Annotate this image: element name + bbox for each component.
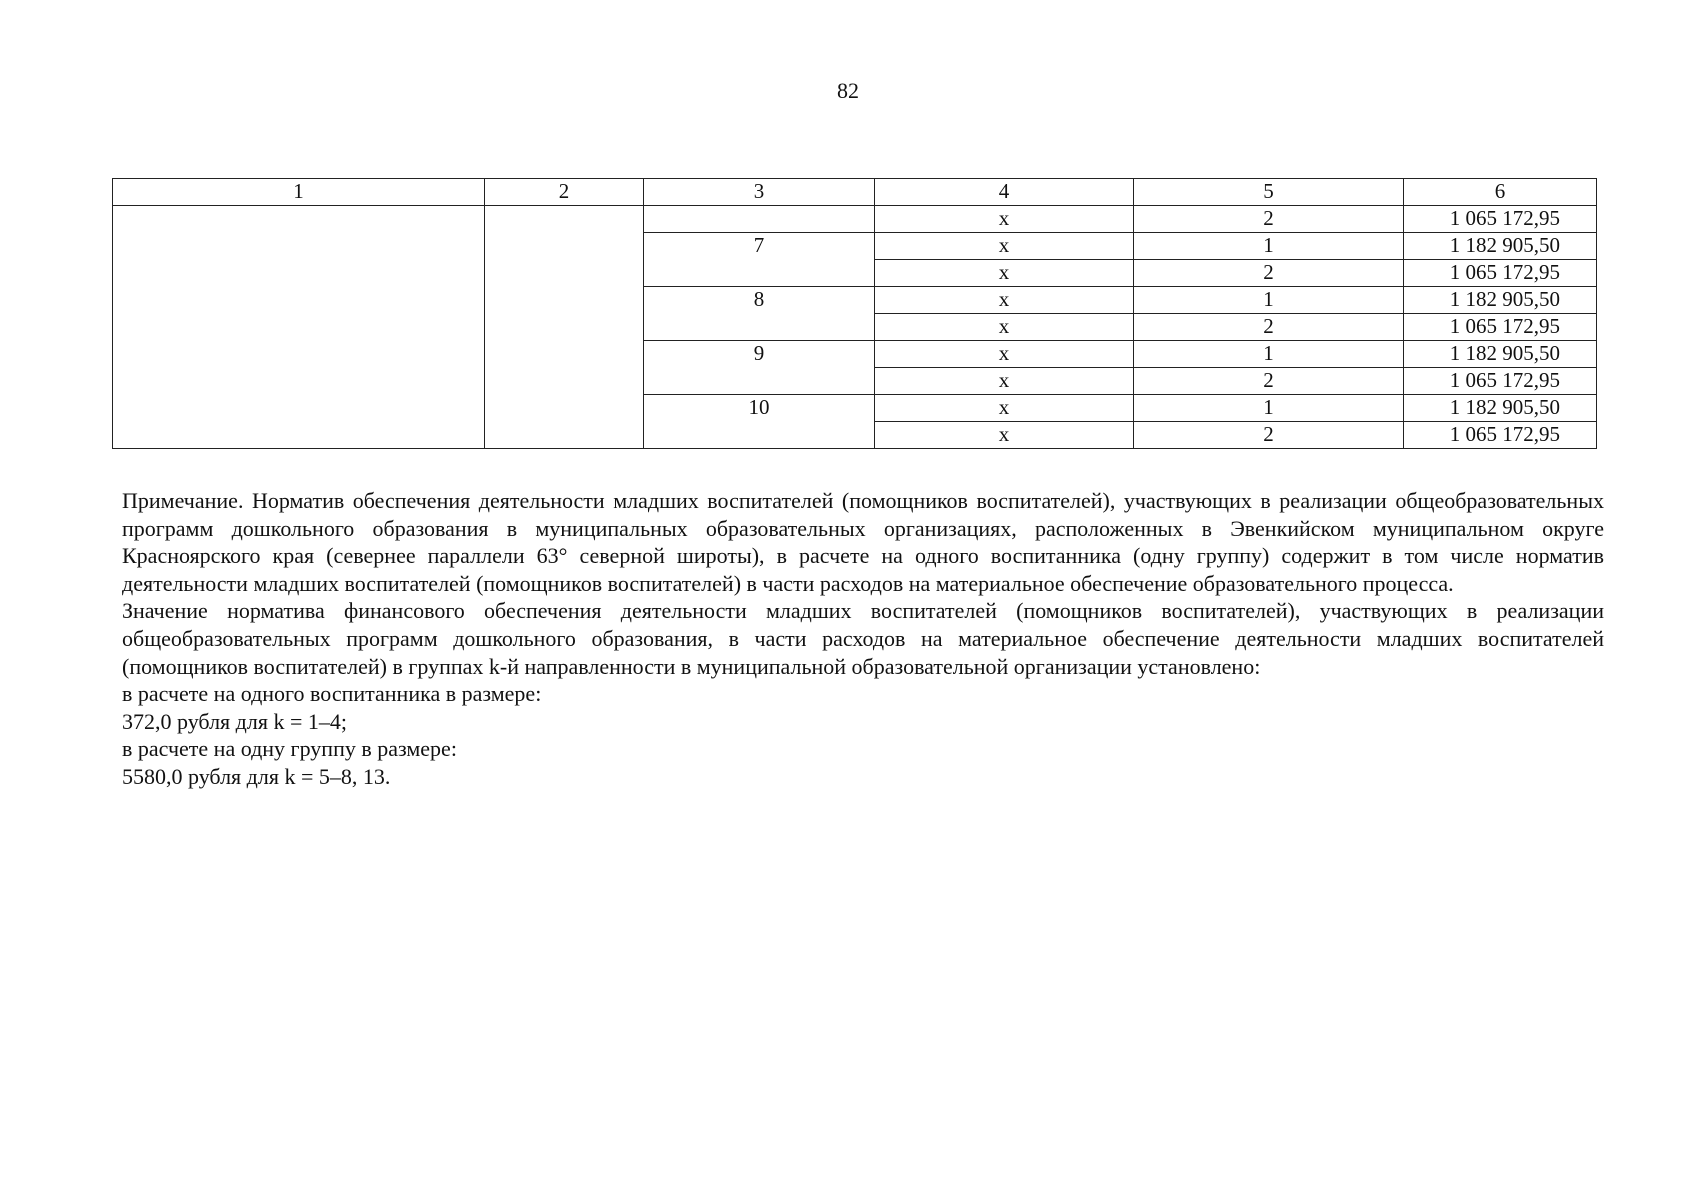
column-header: 3 [644,179,875,206]
table-cell-col4: х [875,314,1134,341]
table-cell-col6: 1 182 905,50 [1404,233,1597,260]
table-cell-col6: 1 182 905,50 [1404,287,1597,314]
table-cell-col5: 1 [1134,395,1404,422]
table-cell-col2 [485,206,644,449]
note-line: в расчете на одного воспитанника в размере: [122,681,542,707]
page-number: 82 [837,78,859,103]
column-header: 4 [875,179,1134,206]
table-cell-col5: 1 [1134,341,1404,368]
table-cell-col3: 9 [644,341,875,395]
data-table [112,178,1597,449]
column-header: 2 [485,179,644,206]
table-cell-col5: 2 [1134,314,1404,341]
note-paragraph: Примечание. Норматив обеспечения деятельности младших воспитателей (помощников воспитателей), участвующих в реализации общеобразовательных программ дошкольного образования в муниципальных образовательных организациях, расположенных в Эвенкийском муниципальном округе Красноярского края (севернее параллели 63° северной широты), в расчете на одного воспитанника (одну группу) содержит в том числе норматив деятельности младших воспитателей (помощников воспитателей) в части расходов на материальное обеспечение образовательного процесса. [122,488,1604,596]
table-cell-col5: 1 [1134,233,1404,260]
table-cell-col4: х [875,422,1134,449]
table-cell-col4: х [875,341,1134,368]
note-paragraph: Значение норматива финансового обеспечения деятельности младших воспитателей (помощников воспитателей), участвующих в реализации общеобразовательных программ дошкольного образования, в части расходов на материальное обеспечение деятельности младших воспитателей (помощников воспитателей) в группах k-й направленности в муниципальной образовательной организации установлено: [122,598,1604,679]
table-cell-col4: х [875,206,1134,233]
table-header-row [113,179,1597,206]
table-cell-col5: 2 [1134,206,1404,233]
table-row [113,206,1597,233]
table-cell-col4: х [875,395,1134,422]
table-cell-col6: 1 065 172,95 [1404,368,1597,395]
note-line: 372,0 рубля для k = 1–4; [122,708,347,734]
column-header: 1 [113,179,485,206]
table-cell-col6: 1 065 172,95 [1404,260,1597,287]
column-header: 5 [1134,179,1404,206]
note-line: в расчете на одну группу в размере: [122,736,457,762]
table-cell-col1 [113,206,485,449]
table-cell-col4: х [875,260,1134,287]
table-cell-col4: х [875,368,1134,395]
column-header: 6 [1404,179,1597,206]
table-cell-col6: 1 065 172,95 [1404,314,1597,341]
table-cell-col5: 1 [1134,287,1404,314]
table-cell-col6: 1 065 172,95 [1404,422,1597,449]
table-cell-col3: 7 [644,233,875,287]
table-cell-col3: 10 [644,395,875,449]
table-cell-col3 [644,206,875,233]
table-cell-col5: 2 [1134,368,1404,395]
table-cell-col6: 1 065 172,95 [1404,206,1597,233]
table-cell-col5: 2 [1134,260,1404,287]
table-cell-col5: 2 [1134,422,1404,449]
note-line: 5580,0 рубля для k = 5–8, 13. [122,763,391,789]
table-cell-col4: х [875,287,1134,314]
note-section [122,487,1604,791]
table-cell-col4: х [875,233,1134,260]
table-cell-col6: 1 182 905,50 [1404,341,1597,368]
table-cell-col3: 8 [644,287,875,341]
table-cell-col6: 1 182 905,50 [1404,395,1597,422]
